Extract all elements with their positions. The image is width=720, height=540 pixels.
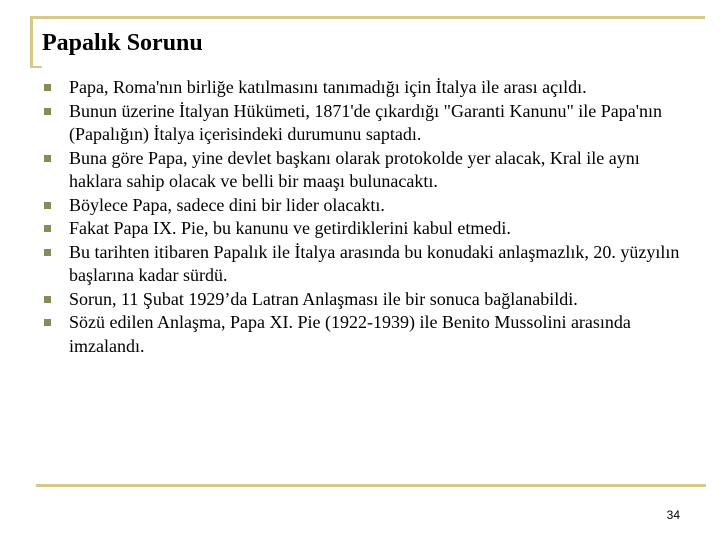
bullet-text: Bunun üzerine İtalyan Hükümeti, 1871'de çıkardığı "Garanti Kanunu" ile Papa'nın (Papalığın) İtalya içerisindeki durumunu saptadı. xyxy=(69,100,663,144)
square-bullet-icon xyxy=(44,202,51,209)
bullet-text: Papa, Roma'nın birliğe katılmasını tanımadığı için İtalya ile arası açıldı. xyxy=(69,77,587,97)
accent-bottom-line xyxy=(36,484,706,487)
slide-title: Papalık Sorunu xyxy=(42,30,203,56)
accent-title-tick xyxy=(30,66,42,68)
square-bullet-icon xyxy=(44,249,51,256)
bullet-text: Sorun, 11 Şubat 1929’da Latran Anlaşması ile bir sonuca bağlanabildi. xyxy=(69,288,578,309)
bullet-item xyxy=(40,76,680,100)
bullet-item xyxy=(40,311,680,358)
bullet-text: Sözü edilen Anlaşma, Papa XI. Pie (1922-1939) ile Benito Mussolini arasında imzalandı. xyxy=(69,312,631,356)
square-bullet-icon xyxy=(44,108,51,115)
square-bullet-icon xyxy=(44,296,51,303)
bullet-item xyxy=(40,147,680,194)
square-bullet-icon xyxy=(44,155,51,162)
bullet-text: Buna göre Papa, yine devlet başkanı olarak protokolde yer alacak, Kral ile aynı haklara sahip olacak ve belli bir maaşı bulunacaktı. xyxy=(69,147,640,191)
bullet-item xyxy=(40,100,680,147)
bullet-text: Fakat Papa IX. Pie, bu kanunu ve getirdiklerini kabul etmedi. xyxy=(69,218,511,238)
bullet-text: Bu tarihten itibaren Papalık ile İtalya arasında bu konudaki anlaşmazlık, 20. yüzyılın başlarına kadar sürdü. xyxy=(69,241,680,285)
bullet-item xyxy=(40,194,680,218)
square-bullet-icon xyxy=(44,225,51,232)
square-bullet-icon xyxy=(44,319,51,326)
square-bullet-icon xyxy=(44,84,51,91)
bullet-list xyxy=(40,76,680,358)
bullet-text: Böylece Papa, sadece dini bir lider olacaktı. xyxy=(69,194,385,215)
page-number: 34 xyxy=(666,508,680,522)
accent-vertical-line xyxy=(30,16,33,68)
bullet-item xyxy=(40,288,680,312)
bullet-item xyxy=(40,217,680,241)
accent-top-line xyxy=(30,16,705,19)
bullet-item xyxy=(40,241,680,288)
